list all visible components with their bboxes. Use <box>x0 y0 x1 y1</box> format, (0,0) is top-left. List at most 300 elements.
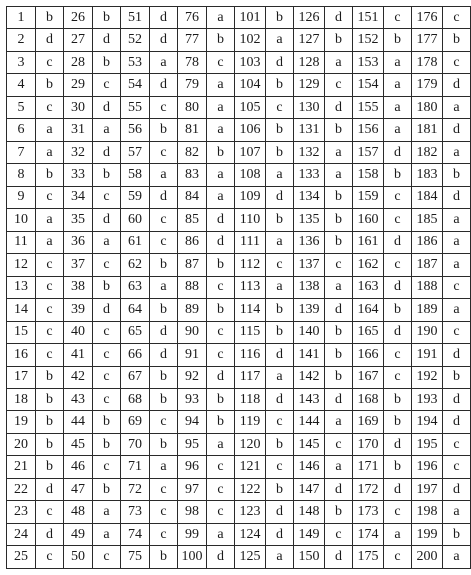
question-number: 140 <box>294 321 325 343</box>
question-number: 104 <box>235 74 266 96</box>
question-number: 121 <box>235 456 266 478</box>
question-number: 137 <box>294 254 325 276</box>
question-number: 138 <box>294 276 325 298</box>
answer-letter: b <box>207 29 235 51</box>
question-number: 181 <box>412 119 443 141</box>
answer-letter: c <box>150 523 178 545</box>
question-number: 183 <box>412 164 443 186</box>
answer-letter: c <box>150 478 178 500</box>
question-number: 136 <box>294 231 325 253</box>
answer-letter: c <box>36 96 64 118</box>
question-number: 91 <box>178 344 207 366</box>
question-number: 26 <box>64 7 93 29</box>
question-number: 113 <box>235 276 266 298</box>
answer-letter: c <box>325 74 353 96</box>
answer-letter: c <box>150 141 178 163</box>
answer-letter: c <box>93 366 121 388</box>
question-number: 168 <box>353 388 384 410</box>
question-number: 67 <box>121 366 150 388</box>
question-number: 115 <box>235 321 266 343</box>
answer-letter: c <box>443 456 471 478</box>
answer-letter: c <box>384 366 412 388</box>
question-number: 34 <box>64 186 93 208</box>
answer-letter: b <box>266 141 294 163</box>
question-number: 60 <box>121 209 150 231</box>
question-number: 84 <box>178 186 207 208</box>
question-number: 19 <box>7 411 36 433</box>
answer-letter: a <box>325 141 353 163</box>
question-number: 126 <box>294 7 325 29</box>
question-number: 169 <box>353 411 384 433</box>
answer-letter: a <box>325 276 353 298</box>
answer-letter: a <box>93 119 121 141</box>
answer-letter: c <box>384 501 412 523</box>
question-number: 199 <box>412 523 443 545</box>
answer-letter: d <box>325 96 353 118</box>
table-row <box>7 141 471 163</box>
question-number: 37 <box>64 254 93 276</box>
question-number: 98 <box>178 501 207 523</box>
answer-letter: d <box>93 299 121 321</box>
question-number: 29 <box>64 74 93 96</box>
answer-letter: b <box>266 478 294 500</box>
question-number: 36 <box>64 231 93 253</box>
question-number: 170 <box>353 433 384 455</box>
answer-letter: b <box>93 164 121 186</box>
question-number: 42 <box>64 366 93 388</box>
answer-letter: c <box>325 433 353 455</box>
question-number: 30 <box>64 96 93 118</box>
question-number: 15 <box>7 321 36 343</box>
question-number: 101 <box>235 7 266 29</box>
answer-letter: a <box>325 164 353 186</box>
answer-letter: b <box>266 74 294 96</box>
table-row <box>7 299 471 321</box>
question-number: 123 <box>235 501 266 523</box>
question-number: 191 <box>412 344 443 366</box>
answer-letter: b <box>36 164 64 186</box>
answer-letter: d <box>93 29 121 51</box>
table-row <box>7 276 471 298</box>
answer-letter: a <box>266 276 294 298</box>
question-number: 198 <box>412 501 443 523</box>
answer-letter: b <box>150 254 178 276</box>
question-number: 152 <box>353 29 384 51</box>
answer-letter: d <box>266 186 294 208</box>
answer-letter: a <box>207 74 235 96</box>
question-number: 142 <box>294 366 325 388</box>
answer-letter: c <box>266 456 294 478</box>
question-number: 144 <box>294 411 325 433</box>
answer-letter: d <box>150 29 178 51</box>
question-number: 28 <box>64 51 93 73</box>
answer-letter: b <box>150 388 178 410</box>
table-row <box>7 344 471 366</box>
question-number: 89 <box>178 299 207 321</box>
question-number: 46 <box>64 456 93 478</box>
question-number: 151 <box>353 7 384 29</box>
question-number: 63 <box>121 276 150 298</box>
answer-letter: c <box>325 523 353 545</box>
answer-letter: a <box>266 29 294 51</box>
answer-letter: b <box>325 321 353 343</box>
question-number: 143 <box>294 388 325 410</box>
answer-letter: d <box>150 186 178 208</box>
question-number: 61 <box>121 231 150 253</box>
question-number: 80 <box>178 96 207 118</box>
question-number: 141 <box>294 344 325 366</box>
question-number: 163 <box>353 276 384 298</box>
answer-letter: b <box>150 546 178 569</box>
question-number: 159 <box>353 186 384 208</box>
question-number: 172 <box>353 478 384 500</box>
answer-letter: b <box>36 7 64 29</box>
answer-letter: b <box>207 141 235 163</box>
answer-letter: b <box>36 433 64 455</box>
question-number: 190 <box>412 321 443 343</box>
question-number: 7 <box>7 141 36 163</box>
answer-letter: c <box>384 7 412 29</box>
answer-letter: b <box>36 456 64 478</box>
answer-letter: c <box>266 96 294 118</box>
answer-letter: a <box>93 501 121 523</box>
question-number: 50 <box>64 546 93 569</box>
question-number: 184 <box>412 186 443 208</box>
question-number: 129 <box>294 74 325 96</box>
table-row <box>7 119 471 141</box>
question-number: 44 <box>64 411 93 433</box>
question-number: 23 <box>7 501 36 523</box>
question-number: 14 <box>7 299 36 321</box>
question-number: 13 <box>7 276 36 298</box>
question-number: 128 <box>294 51 325 73</box>
answer-letter: a <box>443 96 471 118</box>
answer-letter: a <box>150 164 178 186</box>
question-number: 125 <box>235 546 266 569</box>
question-number: 49 <box>64 523 93 545</box>
answer-letter: b <box>443 29 471 51</box>
answer-letter: c <box>36 321 64 343</box>
answer-letter: d <box>93 209 121 231</box>
question-number: 176 <box>412 7 443 29</box>
question-number: 130 <box>294 96 325 118</box>
question-number: 124 <box>235 523 266 545</box>
answer-letter: b <box>443 164 471 186</box>
answer-letter: d <box>384 478 412 500</box>
question-number: 77 <box>178 29 207 51</box>
question-number: 12 <box>7 254 36 276</box>
question-number: 110 <box>235 209 266 231</box>
question-number: 71 <box>121 456 150 478</box>
table-row <box>7 74 471 96</box>
question-number: 87 <box>178 254 207 276</box>
answer-letter: d <box>325 546 353 569</box>
question-number: 73 <box>121 501 150 523</box>
answer-letter: b <box>93 478 121 500</box>
question-number: 6 <box>7 119 36 141</box>
question-number: 165 <box>353 321 384 343</box>
answer-letter: c <box>266 254 294 276</box>
answer-letter: c <box>384 209 412 231</box>
question-number: 27 <box>64 29 93 51</box>
answer-letter: b <box>266 433 294 455</box>
answer-letter: b <box>150 119 178 141</box>
answer-letter: b <box>443 523 471 545</box>
question-number: 127 <box>294 29 325 51</box>
answer-letter: d <box>266 501 294 523</box>
question-number: 171 <box>353 456 384 478</box>
question-number: 88 <box>178 276 207 298</box>
question-number: 112 <box>235 254 266 276</box>
answer-letter: a <box>384 119 412 141</box>
question-number: 132 <box>294 141 325 163</box>
question-number: 160 <box>353 209 384 231</box>
table-row <box>7 29 471 51</box>
question-number: 120 <box>235 433 266 455</box>
question-number: 116 <box>235 344 266 366</box>
answer-letter: d <box>384 321 412 343</box>
question-number: 25 <box>7 546 36 569</box>
answer-letter: d <box>36 29 64 51</box>
question-number: 38 <box>64 276 93 298</box>
answer-letter: b <box>150 433 178 455</box>
question-number: 146 <box>294 456 325 478</box>
question-number: 66 <box>121 344 150 366</box>
question-number: 155 <box>353 96 384 118</box>
question-number: 17 <box>7 366 36 388</box>
answer-letter: a <box>207 96 235 118</box>
answer-letter: a <box>207 164 235 186</box>
answer-letter: c <box>207 344 235 366</box>
answer-letter: c <box>36 51 64 73</box>
question-number: 111 <box>235 231 266 253</box>
answer-letter: d <box>443 411 471 433</box>
answer-letter: d <box>443 388 471 410</box>
question-number: 154 <box>353 74 384 96</box>
answer-letter: c <box>443 7 471 29</box>
answer-letter: b <box>93 433 121 455</box>
answer-letter: a <box>325 51 353 73</box>
question-number: 75 <box>121 546 150 569</box>
answer-letter: b <box>384 411 412 433</box>
question-number: 3 <box>7 51 36 73</box>
question-number: 200 <box>412 546 443 569</box>
question-number: 148 <box>294 501 325 523</box>
answer-letter: b <box>384 29 412 51</box>
question-number: 153 <box>353 51 384 73</box>
answer-letter: d <box>266 388 294 410</box>
question-number: 175 <box>353 546 384 569</box>
question-number: 40 <box>64 321 93 343</box>
answer-letter: b <box>266 119 294 141</box>
answer-letter: b <box>207 411 235 433</box>
answer-letter: d <box>384 433 412 455</box>
answer-letter: b <box>325 231 353 253</box>
answer-letter: c <box>36 254 64 276</box>
question-number: 76 <box>178 7 207 29</box>
answer-letter: c <box>150 209 178 231</box>
answer-letter: b <box>36 388 64 410</box>
table-row <box>7 366 471 388</box>
answer-letter: c <box>150 411 178 433</box>
answer-letter: d <box>150 344 178 366</box>
table-row <box>7 7 471 29</box>
answer-letter: a <box>207 7 235 29</box>
answer-letter: d <box>443 119 471 141</box>
answer-letter: b <box>36 411 64 433</box>
question-number: 185 <box>412 209 443 231</box>
answer-letter: c <box>384 546 412 569</box>
answer-letter: b <box>36 74 64 96</box>
answer-letter: d <box>325 478 353 500</box>
answer-letter: a <box>36 141 64 163</box>
table-row <box>7 209 471 231</box>
question-number: 106 <box>235 119 266 141</box>
question-number: 62 <box>121 254 150 276</box>
answer-letter: c <box>93 456 121 478</box>
answer-letter: c <box>93 546 121 569</box>
answer-letter: d <box>266 523 294 545</box>
question-number: 166 <box>353 344 384 366</box>
question-number: 69 <box>121 411 150 433</box>
table-row <box>7 411 471 433</box>
answer-letter: b <box>266 7 294 29</box>
answer-letter: d <box>384 276 412 298</box>
answer-letter: b <box>36 366 64 388</box>
answer-letter: a <box>150 51 178 73</box>
answer-letter: a <box>93 231 121 253</box>
answer-letter: d <box>93 96 121 118</box>
question-number: 133 <box>294 164 325 186</box>
answer-letter: d <box>207 209 235 231</box>
question-number: 41 <box>64 344 93 366</box>
answer-letter: c <box>325 254 353 276</box>
question-number: 186 <box>412 231 443 253</box>
answer-letter: c <box>93 74 121 96</box>
question-number: 158 <box>353 164 384 186</box>
question-number: 178 <box>412 51 443 73</box>
answer-letter: b <box>93 7 121 29</box>
question-number: 150 <box>294 546 325 569</box>
question-number: 164 <box>353 299 384 321</box>
question-number: 177 <box>412 29 443 51</box>
question-number: 118 <box>235 388 266 410</box>
question-number: 24 <box>7 523 36 545</box>
question-number: 100 <box>178 546 207 569</box>
question-number: 92 <box>178 366 207 388</box>
answer-letter: a <box>384 74 412 96</box>
question-number: 131 <box>294 119 325 141</box>
answer-letter: b <box>325 29 353 51</box>
answer-letter: b <box>443 366 471 388</box>
question-number: 197 <box>412 478 443 500</box>
question-number: 157 <box>353 141 384 163</box>
answer-letter: d <box>150 321 178 343</box>
answer-letter: a <box>443 501 471 523</box>
answer-letter: b <box>93 276 121 298</box>
question-number: 16 <box>7 344 36 366</box>
table-row <box>7 456 471 478</box>
answer-letter: c <box>384 254 412 276</box>
answer-letter: c <box>207 276 235 298</box>
question-number: 96 <box>178 456 207 478</box>
question-number: 81 <box>178 119 207 141</box>
question-number: 64 <box>121 299 150 321</box>
question-number: 156 <box>353 119 384 141</box>
answer-letter: b <box>207 388 235 410</box>
answer-letter: c <box>36 501 64 523</box>
answer-letter: d <box>207 366 235 388</box>
answer-letter: c <box>207 51 235 73</box>
answer-letter: d <box>443 344 471 366</box>
question-number: 103 <box>235 51 266 73</box>
question-number: 85 <box>178 209 207 231</box>
answer-letter: b <box>384 388 412 410</box>
question-number: 196 <box>412 456 443 478</box>
answer-letter: d <box>266 51 294 73</box>
answer-letter: c <box>150 96 178 118</box>
answer-letter: c <box>36 344 64 366</box>
question-number: 55 <box>121 96 150 118</box>
answer-letter: a <box>150 276 178 298</box>
answer-letter: c <box>36 186 64 208</box>
answer-letter: b <box>325 501 353 523</box>
question-number: 194 <box>412 411 443 433</box>
question-number: 97 <box>178 478 207 500</box>
answer-letter: b <box>207 299 235 321</box>
answer-letter: d <box>207 231 235 253</box>
answer-letter: a <box>325 456 353 478</box>
table-row <box>7 321 471 343</box>
answer-letter: c <box>36 546 64 569</box>
question-number: 32 <box>64 141 93 163</box>
question-number: 195 <box>412 433 443 455</box>
question-number: 18 <box>7 388 36 410</box>
question-number: 109 <box>235 186 266 208</box>
answer-letter: a <box>384 96 412 118</box>
answer-letter: a <box>266 231 294 253</box>
answer-letter: c <box>207 456 235 478</box>
question-number: 117 <box>235 366 266 388</box>
answer-letter: b <box>325 366 353 388</box>
question-number: 119 <box>235 411 266 433</box>
question-number: 4 <box>7 74 36 96</box>
answer-letter: a <box>207 433 235 455</box>
question-number: 193 <box>412 388 443 410</box>
answer-letter: d <box>150 7 178 29</box>
answer-letter: b <box>266 209 294 231</box>
answer-letter: d <box>325 299 353 321</box>
answer-letter: a <box>36 231 64 253</box>
question-number: 8 <box>7 164 36 186</box>
question-number: 114 <box>235 299 266 321</box>
answer-letter: a <box>384 51 412 73</box>
question-number: 47 <box>64 478 93 500</box>
answer-key-sheet <box>6 6 460 569</box>
question-number: 59 <box>121 186 150 208</box>
question-number: 58 <box>121 164 150 186</box>
table-row <box>7 231 471 253</box>
answer-letter: d <box>325 7 353 29</box>
answer-letter: c <box>443 51 471 73</box>
answer-letter: a <box>384 523 412 545</box>
question-number: 107 <box>235 141 266 163</box>
answer-letter: b <box>93 51 121 73</box>
question-number: 22 <box>7 478 36 500</box>
answer-letter: c <box>93 388 121 410</box>
question-number: 99 <box>178 523 207 545</box>
question-number: 95 <box>178 433 207 455</box>
